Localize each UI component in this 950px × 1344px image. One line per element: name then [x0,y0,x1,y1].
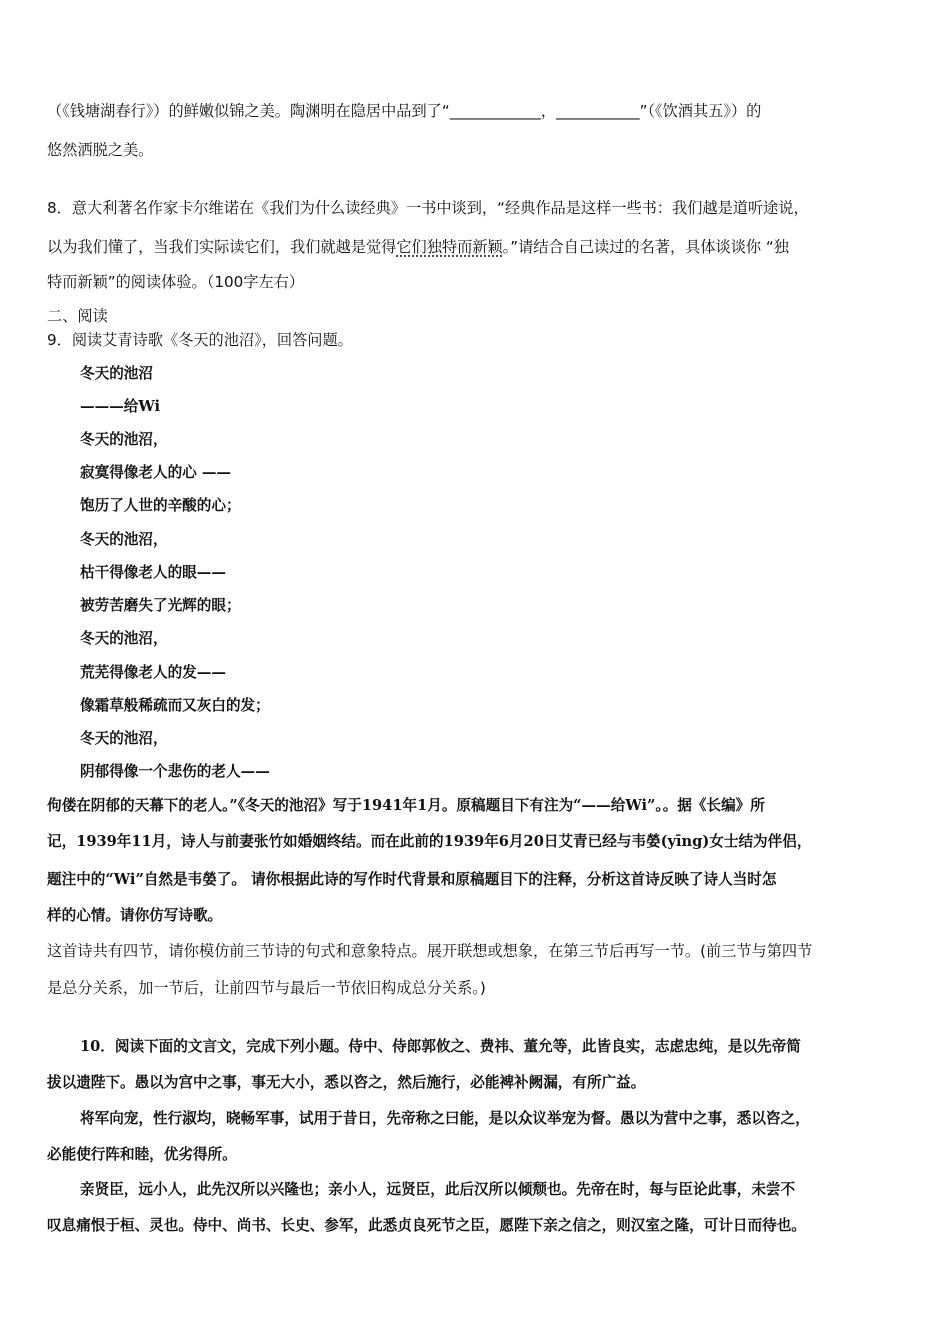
classical-text-line: 拔以遗陛下。愚以为宫中之事，事无大小，悉以咨之，然后施行，必能裨补阙漏，有所广益。 [47,1074,646,1091]
poem-line: 枯干得像老人的眼—— [80,564,226,581]
poem-title: 冬天的池沼 [80,365,153,382]
poem-dedication: ———给Wi [80,398,161,415]
classical-text-line: 叹息痛恨于桓、灵也。侍中、尚书、长史、参军，此悉贞良死节之臣，愿陛下亲之信之，则汉室之隆，可计日而待也。 [47,1217,806,1234]
passage-line: 样的心情。请你仿写诗歌。 [47,907,223,924]
section-heading: 二、阅读 [47,307,108,325]
poem-line: 阴郁得像一个悲伤的老人—— [80,763,270,780]
question-8-line: 8．意大利著名作家卡尔维诺在《我们为什么读经典》一书中谈到，“经典作品是这样一些书：我们越是道听途说， [47,199,809,217]
passage-line: 佝偻在阴郁的天幕下的老人。”《冬天的池沼》写于1941年1月。原稿题目下有注为“——给Wi”。。据《长编》所 [47,797,765,814]
passage-line: 记，1939年11月，诗人与前妻张竹如婚姻终结。而在此前的1939年6月20日艾青已经与韦嫈(yīng)女士结为伴侣， [47,833,812,850]
question-8-line: 以为我们懂了，当我们实际读它们，我们就越是觉得它们独特而新颖。”请结合自己读过的名著，具体谈谈你 “独 [47,238,789,256]
emphasis-text: 它们独特而新颖 [396,238,503,256]
question-8-line: 特而新颖”的阅读体验。（100字左右） [47,273,305,291]
instruction-line: 是总分关系，加一节后，让前四节与最后一节依旧构成总分关系。) [47,979,486,997]
instruction-line: 这首诗共有四节，请你模仿前三节诗的句式和意象特点。展开联想或想象，在第三节后再写一节。(前三节与第四节 [47,942,813,960]
poem-line: 荒芜得像老人的发—— [80,664,226,681]
text-line: 悠然洒脱之美。 [47,141,154,159]
classical-text-line: 必能使行阵和睦，优劣得所。 [47,1146,237,1163]
poem-line: 寂寞得像老人的心 —— [80,464,232,481]
poem-line: 冬天的池沼， [80,531,168,548]
question-10-line: 10．阅读下面的文言文，完成下列小题。侍中、侍郎郭攸之、费祎、董允等，此皆良实，志虑忠纯，是以先帝简 [80,1038,801,1055]
poem-line: 像霜草般稀疏而又灰白的发； [80,697,270,714]
text-line: （《钱塘湖春行》）的鲜嫩似锦之美。陶渊明在隐居中品到了“____________，___________”（《饮酒其五》）的 [47,102,762,120]
poem-line: 冬天的池沼， [80,431,168,448]
poem-line: 被劳苦磨失了光辉的眼； [80,597,241,614]
passage-line: 题注中的“Wi”自然是韦嫈了。 请你根据此诗的写作时代背景和原稿题目下的注释，分析这首诗反映了诗人当时怎 [47,871,777,888]
question-9-heading: 9．阅读艾青诗歌《冬天的池沼》，回答问题。 [47,331,353,349]
poem-line: 饱历了人世的辛酸的心； [80,497,241,514]
poem-line: 冬天的池沼， [80,730,168,747]
poem-line: 冬天的池沼， [80,630,168,647]
classical-text-line: 将军向宠，性行淑均，晓畅军事，试用于昔日，先帝称之曰能，是以众议举宠为督。愚以为营中之事，悉以咨之， [80,1110,810,1127]
classical-text-line: 亲贤臣，远小人，此先汉所以兴隆也；亲小人，远贤臣，此后汉所以倾颓也。先帝在时，每与臣论此事，未尝不 [80,1181,796,1198]
